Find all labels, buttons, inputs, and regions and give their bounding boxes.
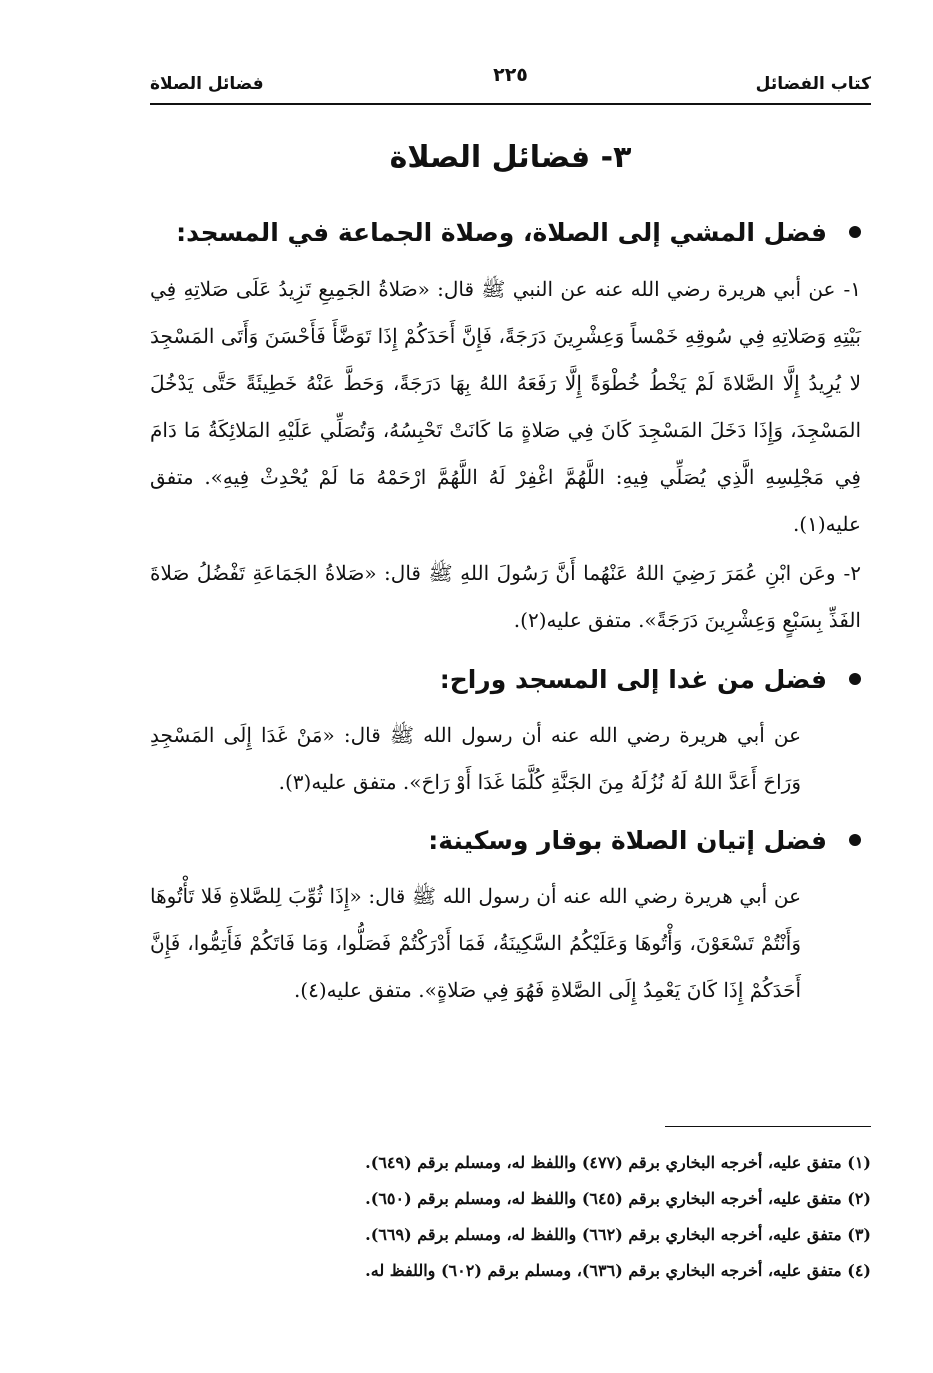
footnote: (٤) متفق عليه، أخرجه البخاري برقم (٦٣٦)، ومسلم برقم (٦٠٢) واللفظ له.	[365, 1261, 871, 1280]
hadith-paragraph	[150, 873, 861, 1014]
hadith-paragraph	[150, 550, 861, 644]
footnote: (٣) متفق عليه، أخرجه البخاري برقم (٦٦٢) واللفظ له، ومسلم برقم (٦٦٩).	[365, 1225, 871, 1244]
section-heading-text: فضل من غدا إلى المسجد وراح:	[439, 665, 827, 694]
section-heading	[150, 218, 861, 247]
hadith-text: عن أبي هريرة رضي الله عنه عن النبي ﷺ قال: «صَلاةُ الجَمِيعِ تَزِيدُ عَلَى صَلاتِهِ فِي بَيْتِهِ وَصَلاتِهِ فِي سُوقِهِ خَمْساً وَعِشْرِينَ دَرَجَةً، فَإِنَّ أَحَدَكُمْ إِذَا تَوَضَّأَ فَأَحْسَنَ وَأَتَى المَسْجِدَ لا يُرِيدُ إِلَّا الصَّلاةَ لَمْ يَخْطُ خُطْوَةً إِلَّا رَفَعَهُ اللهُ بِهَا دَرَجَةً، وَحَطَّ عَنْهُ خَطِيئَةً حَتَّى يَدْخُلَ المَسْجِدَ، وَإِذَا دَخَلَ المَسْجِدَ كَانَ فِي صَلاةٍ مَا كَانَتْ تَحْبِسُهُ، وَتُصَلِّي عَلَيْهِ المَلائِكَةُ مَا دَامَ فِي مَجْلِسِهِ الَّذِي يُصَلِّي فِيهِ: اللَّهُمَّ اغْفِرْ لَهُ اللَّهُمَّ ارْحَمْهُ مَا لَمْ يُحْدِثْ فِيهِ». متفق عليه(١).	[150, 277, 861, 536]
section-heading-text: فضل إتيان الصلاة بوقار وسكينة:	[428, 826, 827, 855]
header-section-title: فضائل الصلاة	[150, 74, 264, 94]
hadith-text: عن أبي هريرة رضي الله عنه أن رسول الله ﷺ قال: «مَنْ غَدَا إِلَى المَسْجِدِ وَرَاحَ أَعَدَّ اللهُ لَهُ نُزُلَهُ مِنَ الجَنَّةِ كُلَّمَا غَدَا أَوْ رَاحَ». متفق عليه(٣).	[150, 723, 801, 794]
footnote-separator	[665, 1126, 871, 1127]
hadith-text: وعَن ابْنِ عُمَرَ رَضِيَ اللهُ عَنْهُما أَنَّ رَسُولَ اللهِ ﷺ قال: «صَلاةُ الجَمَاعَةِ تَفْضُلُ صَلاةَ الفَذِّ بِسَبْعٍ وَعِشْرِينَ دَرَجَةً». متفق عليه(٢).	[150, 561, 861, 632]
hadith-paragraph	[150, 712, 861, 806]
bullet-icon	[849, 834, 861, 846]
hadith-number: ٢-	[843, 561, 861, 585]
hadith-text: عن أبي هريرة رضي الله عنه أن رسول الله ﷺ قال: «إِذَا ثُوِّبَ لِلصَّلاةِ فَلا تَأْتُوهَا وَأَنْتُمْ تَسْعَوْنَ، وَأْتُوهَا وَعَلَيْكُمُ السَّكِينَةُ، فَمَا أَدْرَكْتُمْ فَصَلُّوا، وَمَا فَاتَكُمْ فَأَتِمُّوا، فَإِنَّ أَحَدَكُمْ إِذَا كَانَ يَعْمِدُ إِلَى الصَّلاةِ فَهُوَ فِي صَلاةٍ». متفق عليه(٤).	[150, 884, 801, 1002]
hadith-number: ١-	[843, 277, 861, 301]
chapter-title: ٣- فضائل الصلاة	[389, 140, 632, 175]
bullet-icon	[849, 226, 861, 238]
footnotes	[150, 1145, 871, 1289]
bullet-icon	[849, 673, 861, 685]
section-heading-text: فضل المشي إلى الصلاة، وصلاة الجماعة في المسجد:	[176, 218, 827, 247]
footnote: (١) متفق عليه، أخرجه البخاري برقم (٤٧٧) واللفظ له، ومسلم برقم (٦٤٩).	[365, 1153, 871, 1172]
section-heading	[150, 665, 861, 694]
header-book-title: كتاب الفضائل	[755, 74, 871, 94]
footnote: (٢) متفق عليه، أخرجه البخاري برقم (٦٤٥) واللفظ له، ومسلم برقم (٦٥٠).	[365, 1189, 871, 1208]
section-heading	[150, 826, 861, 855]
page-number: ٢٢٥	[493, 64, 528, 86]
hadith-paragraph	[150, 266, 861, 548]
header-rule	[150, 103, 871, 105]
running-header	[150, 64, 871, 104]
